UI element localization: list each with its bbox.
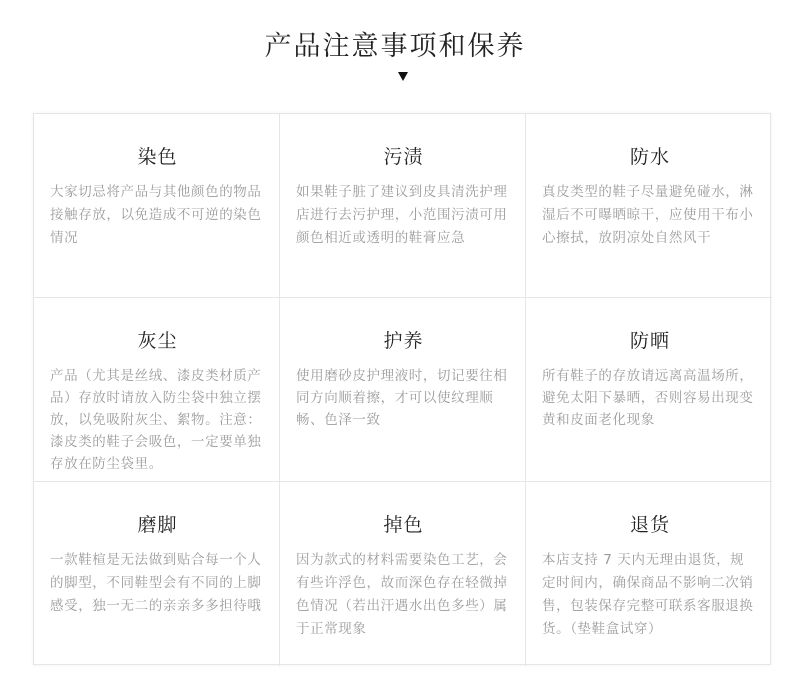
care-item-title: 污渍	[383, 146, 424, 168]
care-item-color-fading	[280, 482, 526, 666]
care-item-text: 产品（尤其是丝绒、漆皮类材质产品）存放时请放入防尘袋中独立摆放，以免吸附灰尘、絮物。注意：漆皮类的鞋子会吸色，一定要单独存放在防尘袋里。	[50, 368, 262, 472]
care-item-text: 所有鞋子的存放请远离高温场所，避免太阳下暴晒，否则容易出现变黄和皮面老化现象	[542, 368, 754, 428]
care-item-text: 一款鞋楦是无法做到贴合每一个人的脚型，不同鞋型会有不同的上脚感受，独一无二的亲亲多多担待哦	[50, 552, 262, 614]
care-item-title: 护养	[383, 330, 424, 352]
care-item-title: 掉色	[383, 514, 424, 536]
care-grid	[33, 113, 771, 665]
care-item-returns	[526, 482, 772, 666]
care-item-waterproof	[526, 114, 772, 298]
care-item-sun-protection	[526, 298, 772, 482]
care-item-text: 使用磨砂皮护理液时，切记要往相同方向顺着擦，才可以使纹理顺畅、色泽一致	[296, 368, 508, 428]
care-item-title: 退货	[629, 514, 670, 536]
care-item-maintenance	[280, 298, 526, 482]
care-item-title: 防晒	[629, 330, 670, 352]
care-item-title: 染色	[137, 146, 178, 168]
care-item-dust	[34, 298, 280, 482]
care-item-title: 灰尘	[137, 330, 178, 352]
care-item-title: 磨脚	[137, 514, 178, 536]
care-item-text: 如果鞋子脏了建议到皮具清洗护理店进行去污护理，小范围污渍可用颜色相近或透明的鞋膏应急	[296, 184, 508, 246]
care-item-text: 真皮类型的鞋子尽量避免碰水，淋湿后不可曝晒晾干，应使用干布小心擦拭，放阴凉处自然风干	[542, 184, 754, 246]
down-arrow-icon	[398, 72, 408, 81]
care-item-text: 本店支持 7 天内无理由退货，规定时间内，确保商品不影响二次销售，包装保存完整可联系客服退换货。（垫鞋盒试穿）	[542, 552, 754, 637]
care-item-text: 大家切忌将产品与其他颜色的物品接触存放，以免造成不可逆的染色情况	[50, 184, 262, 246]
care-item-chafing	[34, 482, 280, 666]
care-item-stains	[280, 114, 526, 298]
page-title: 产品注意事项和保养	[264, 31, 526, 62]
care-item-text: 因为款式的材料需要染色工艺，会有些许浮色，故而深色存在轻微掉色情况（若出汗遇水出色多些）属于正常现象	[296, 552, 508, 637]
care-item-title: 防水	[629, 146, 670, 168]
care-item-dyeing	[34, 114, 280, 298]
